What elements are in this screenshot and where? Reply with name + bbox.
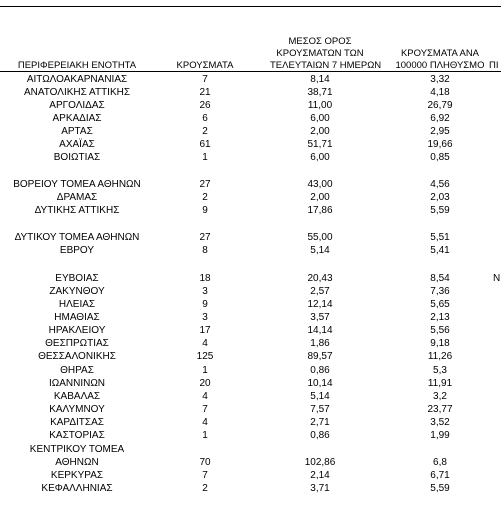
- table-cell-avg: 10,14: [307, 378, 333, 389]
- table-cell-cases: 20: [199, 378, 211, 389]
- table-cell-cases: 7: [202, 470, 208, 481]
- table-cell-avg: 8,14: [310, 74, 330, 85]
- table-cell-per100k: 3,52: [430, 417, 450, 428]
- table-cell-cases: 1: [202, 365, 208, 376]
- top-rule: [0, 6, 501, 7]
- table-cell-region: ΑΘΗΝΩΝ: [55, 457, 99, 468]
- table-cell-region: ΚΑΒΑΛΑΣ: [53, 391, 101, 402]
- table-cell-avg: 14,14: [307, 325, 333, 336]
- table-cell-per100k: 6,92: [430, 113, 450, 124]
- table-cell-avg: 2,57: [310, 286, 330, 297]
- header-avg-line3: ΤΕΛΕΥΤΑΙΩΝ 7 ΗΜΕΡΩΝ: [270, 60, 382, 71]
- table-cell-per100k: 5,41: [430, 245, 450, 256]
- table-cell-cases: 18: [199, 273, 211, 284]
- table-cell-region: ΒΟΙΩΤΙΑΣ: [53, 152, 101, 163]
- table-cell-per100k: 5,3: [433, 365, 447, 376]
- table-cell-avg: 89,57: [307, 351, 333, 362]
- table-cell-per100k: 4,18: [430, 87, 450, 98]
- table-cell-avg: 3,71: [310, 483, 330, 494]
- table-cell-avg: 5,14: [310, 245, 330, 256]
- table-cell-per100k: 1,99: [430, 430, 450, 441]
- table-cell-cases: 7: [202, 74, 208, 85]
- table-cell-per100k: 11,91: [427, 378, 453, 389]
- table-cell-cases: 6: [202, 113, 208, 124]
- table-cell-cases: 27: [199, 232, 211, 243]
- table-cell-avg: 3,57: [310, 312, 330, 323]
- table-cell-region: ΚΕΦΑΛΛΗΝΙΑΣ: [41, 483, 113, 494]
- table-cell-extra: N: [493, 273, 501, 284]
- table-cell-region: ΔΡΑΜΑΣ: [56, 192, 98, 203]
- table-cell-region: ΘΗΡΑΣ: [60, 365, 94, 376]
- table-cell-avg: 2,14: [310, 470, 330, 481]
- table-cell-cases: 125: [196, 351, 214, 362]
- table-cell-per100k: 5,59: [430, 205, 450, 216]
- table-cell-cases: 4: [202, 391, 208, 402]
- header-extra: ΠΙ: [489, 60, 499, 71]
- table-cell-avg: 1,86: [310, 338, 330, 349]
- header-per100k-line2: 100000 ΠΛΗΘΥΣΜΟ: [395, 60, 485, 71]
- table-cell-cases: 1: [202, 152, 208, 163]
- table-cell-region: ΔΥΤΙΚΟΥ ΤΟΜΕΑ ΑΘΗΝΩΝ: [14, 232, 140, 243]
- table-cell-per100k: 5,56: [430, 325, 450, 336]
- table-cell-region: ΗΜΑΘΙΑΣ: [54, 312, 100, 323]
- table-cell-cases: 1: [202, 430, 208, 441]
- table-cell-avg: 43,00: [307, 179, 333, 190]
- table-cell-cases: 27: [199, 179, 211, 190]
- table-cell-avg: 2,00: [310, 192, 330, 203]
- table-cell-per100k: 5,65: [430, 299, 450, 310]
- table-cell-region: ΔΥΤΙΚΗΣ ΑΤΤΙΚΗΣ: [34, 205, 120, 216]
- table-cell-avg: 12,14: [307, 299, 333, 310]
- table-cell-region: ΑΙΤΩΛΟΑΚΑΡΝΑΝΙΑΣ: [26, 74, 128, 85]
- table-cell-region: ΖΑΚΥΝΘΟΥ: [49, 286, 105, 297]
- table-cell-per100k: 7,36: [430, 286, 450, 297]
- table-cell-avg: 11,00: [307, 100, 333, 111]
- table-cell-avg: 6,00: [310, 113, 330, 124]
- header-per100k-line1: ΚΡΟΥΣΜΑΤΑ ΑΝΑ: [400, 48, 480, 59]
- table-cell-region: ΑΝΑΤΟΛΙΚΗΣ ΑΤΤΙΚΗΣ: [23, 87, 131, 98]
- table-cell-per100k: 0,85: [430, 152, 450, 163]
- table-cell-per100k: 23,77: [427, 404, 453, 415]
- table-cell-per100k: 6,71: [430, 470, 450, 481]
- table-cell-avg: 17,86: [307, 205, 333, 216]
- table-cell-region: ΑΡΓΟΛΙΔΑΣ: [49, 100, 105, 111]
- table-cell-region: ΑΧΑΪΑΣ: [59, 139, 95, 150]
- table-cell-region: ΘΕΣΠΡΩΤΙΑΣ: [45, 338, 109, 349]
- table-cell-per100k: 2,95: [430, 126, 450, 137]
- table-cell-region: ΚΕΝΤΡΙΚΟΥ ΤΟΜΕΑ: [29, 444, 125, 455]
- table-cell-region: ΙΩΑΝΝΙΝΩΝ: [48, 378, 106, 389]
- table-cell-cases: 4: [202, 417, 208, 428]
- table-cell-avg: 2,00: [310, 126, 330, 137]
- table-cell-region: ΑΡΚΑΔΙΑΣ: [52, 113, 102, 124]
- table-cell-avg: 2,71: [310, 417, 330, 428]
- table-cell-cases: 21: [199, 87, 211, 98]
- table-cell-cases: 61: [199, 139, 211, 150]
- table-cell-per100k: 5,51: [430, 232, 450, 243]
- table-cell-cases: 2: [202, 483, 208, 494]
- table-cell-cases: 9: [202, 205, 208, 216]
- table-cell-region: ΚΕΡΚΥΡΑΣ: [50, 470, 104, 481]
- header-cases: ΚΡΟΥΣΜΑΤΑ: [176, 60, 234, 71]
- table-cell-region: ΚΑΛΥΜΝΟΥ: [49, 404, 105, 415]
- table-cell-cases: 7: [202, 404, 208, 415]
- table-cell-region: ΚΑΡΔΙΤΣΑΣ: [50, 417, 104, 428]
- table-cell-avg: 5,14: [310, 391, 330, 402]
- table-cell-per100k: 2,13: [430, 312, 450, 323]
- table-cell-avg: 0,86: [310, 365, 330, 376]
- table-cell-per100k: 26,79: [427, 100, 453, 111]
- table-cell-region: ΗΡΑΚΛΕΙΟΥ: [48, 325, 106, 336]
- table-cell-region: ΗΛΕΙΑΣ: [58, 299, 96, 310]
- table-cell-region: ΕΒΡΟΥ: [59, 245, 95, 256]
- table-cell-avg: 102,86: [304, 457, 336, 468]
- table-cell-cases: 2: [202, 192, 208, 203]
- table-cell-per100k: 9,18: [430, 338, 450, 349]
- table-cell-region: ΑΡΤΑΣ: [61, 126, 93, 137]
- table-cell-region: ΒΟΡΕΙΟΥ ΤΟΜΕΑ ΑΘΗΝΩΝ: [13, 179, 141, 190]
- header-region: ΠΕΡΙΦΕΡΕΙΑΚΗ ΕΝΟΤΗΤΑ: [17, 60, 137, 71]
- table-cell-per100k: 4,56: [430, 179, 450, 190]
- table-cell-avg: 38,71: [307, 87, 333, 98]
- table-cell-avg: 55,00: [307, 232, 333, 243]
- table-cell-per100k: 19,66: [427, 139, 453, 150]
- table-cell-avg: 6,00: [310, 152, 330, 163]
- table-cell-per100k: 6,8: [433, 457, 447, 468]
- table-cell-region: ΕΥΒΟΙΑΣ: [55, 273, 99, 284]
- table-cell-cases: 17: [199, 325, 211, 336]
- table-cell-cases: 3: [202, 286, 208, 297]
- table-cell-avg: 20,43: [307, 273, 333, 284]
- table-cell-per100k: 3,2: [433, 391, 447, 402]
- table-cell-avg: 51,71: [307, 139, 333, 150]
- table-cell-per100k: 5,59: [430, 483, 450, 494]
- table-cell-avg: 7,57: [310, 404, 330, 415]
- table-cell-cases: 70: [199, 457, 211, 468]
- table-cell-cases: 2: [202, 126, 208, 137]
- table-cell-per100k: 2,03: [430, 192, 450, 203]
- table-cell-avg: 0,86: [310, 430, 330, 441]
- table-cell-region: ΘΕΣΣΑΛΟΝΙΚΗΣ: [38, 351, 116, 362]
- table-cell-per100k: 11,26: [427, 351, 453, 362]
- table-cell-region: ΚΑΣΤΟΡΙΑΣ: [49, 430, 105, 441]
- table-cell-cases: 8: [202, 245, 208, 256]
- table-cell-cases: 4: [202, 338, 208, 349]
- table-cell-cases: 3: [202, 312, 208, 323]
- header-avg-line1: ΜΕΣΟΣ ΟΡΟΣ: [288, 36, 352, 47]
- header-avg-line2: ΚΡΟΥΣΜΑΤΩΝ ΤΩΝ: [276, 48, 364, 59]
- table-cell-cases: 9: [202, 299, 208, 310]
- table-cell-per100k: 3,32: [430, 74, 450, 85]
- table-cell-per100k: 8,54: [430, 273, 450, 284]
- table-cell-cases: 26: [199, 100, 211, 111]
- header-rule: [0, 71, 501, 72]
